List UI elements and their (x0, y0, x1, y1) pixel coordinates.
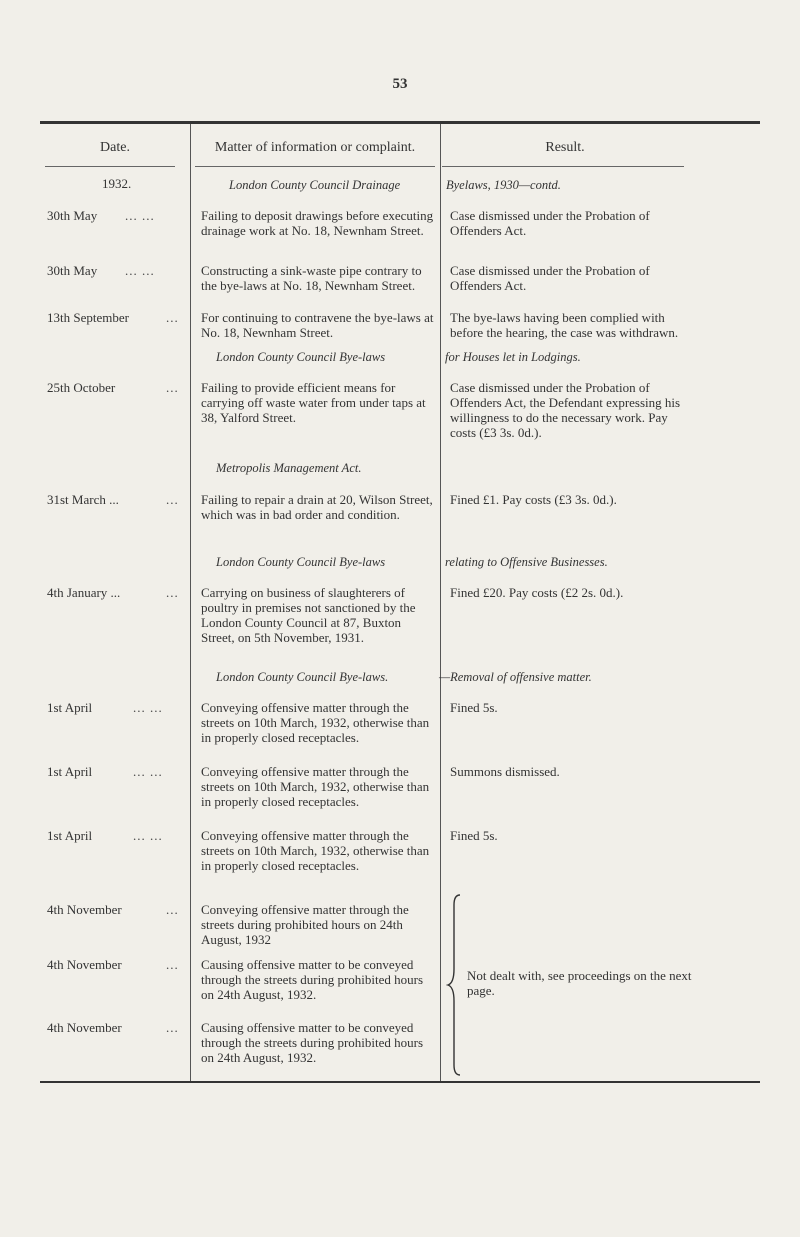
row-matter: Conveying offensive matter through the streets on 10th March, 1932, otherwise than in properly closed receptacles. (201, 828, 430, 873)
row-matter: Failing to deposit drawings before executing drainage work at No. 18, Newnham Street. (201, 208, 434, 238)
row-dots: ... ... (125, 263, 155, 278)
row-matter: Failing to repair a drain at 20, Wilson Street, which was in bad order and condition. (201, 492, 433, 522)
year-label: 1932. (102, 176, 132, 191)
column-divider-right (440, 124, 441, 1081)
row-result: Fined £1. Pay costs (£3 3s. 0d.). (450, 492, 617, 507)
row-dots: ... (166, 310, 179, 325)
row-matter: Conveying offensive matter through the streets on 10th March, 1932, otherwise than in properly closed receptacles. (201, 764, 430, 809)
row-matter: Causing offensive matter to be conveyed through the streets during prohibited hours on 24th August, 1932. (201, 1020, 424, 1065)
row-dots: ... (166, 585, 179, 600)
column-divider-left (190, 124, 191, 1081)
row-result: Summons dismissed. (450, 764, 560, 779)
header-date: Date. (100, 140, 130, 155)
header-matter: Matter of information or complaint. (214, 140, 416, 155)
row-result: Fined 5s. (450, 828, 498, 843)
row-date: 4th November (47, 957, 122, 972)
row-dots: ... (166, 492, 179, 507)
section-heading-left: London County Council Bye-laws. (216, 670, 389, 684)
header-underline-date (45, 166, 175, 167)
header-underline-matter (195, 166, 435, 167)
row-result: Case dismissed under the Probation of Offenders Act. (450, 208, 650, 238)
row-date: 30th May (47, 263, 98, 278)
row-dots: ... ... (133, 828, 163, 843)
row-matter: Conveying offensive matter through the streets during prohibited hours on 24th August, 1932 (201, 902, 409, 947)
row-date: 30th May (47, 208, 98, 223)
row-result: The bye-laws having been complied with before the hearing, the case was withdrawn. (450, 310, 679, 340)
section-heading-right: for Houses let in Lodgings. (445, 350, 581, 364)
top-rule (40, 121, 760, 124)
section-heading-left: London County Council Bye-laws (216, 555, 386, 569)
row-matter: Constructing a sink-waste pipe contrary to the bye-laws at No. 18, Newnham Street. (201, 263, 422, 293)
bottom-rule (40, 1081, 760, 1083)
row-result: Fined 5s. (450, 700, 498, 715)
row-dots: ... (166, 1020, 179, 1035)
header-result: Result. (545, 140, 585, 155)
section-heading-right: relating to Offensive Businesses. (445, 555, 608, 569)
page-number: 53 (392, 76, 408, 92)
section-heading-left: Metropolis Management Act. (216, 461, 362, 475)
section-heading-right: Byelaws, 1930—contd. (446, 178, 561, 192)
row-matter: Failing to provide efficient means for carrying off waste water from under taps at 38, Yalford Street. (201, 380, 426, 425)
section-heading-right: —Removal of offensive matter. (439, 670, 592, 684)
row-result: Case dismissed under the Probation of Offenders Act. (450, 263, 650, 293)
row-date: 1st April (47, 764, 93, 779)
row-date: 1st April (47, 828, 93, 843)
row-dots: ... (166, 957, 179, 972)
row-matter: For continuing to contravene the bye-laws at No. 18, Newnham Street. (201, 310, 434, 340)
row-date: 4th January ... (47, 585, 121, 600)
row-date: 4th November (47, 902, 122, 917)
row-result: Fined £20. Pay costs (£2 2s. 0d.). (450, 585, 624, 600)
row-matter: Carrying on business of slaughterers of poultry in premises not sanctioned by the London County Council at 87, Buxton Street, on 5th November, 1931. (201, 585, 416, 645)
section-heading-left: London County Council Bye-laws (216, 350, 386, 364)
header-underline-result (442, 166, 684, 167)
row-dots: ... ... (125, 208, 155, 223)
row-result: Case dismissed under the Probation of Offenders Act, the Defendant expressing his willingness to do the necessary work. Pay costs (£3 3s. 0d.). (450, 380, 681, 440)
row-date: 31st March ... (47, 492, 119, 507)
row-date: 25th October (47, 380, 116, 395)
row-matter: Causing offensive matter to be conveyed through the streets during prohibited hours on 24th August, 1932. (201, 957, 424, 1002)
row-dots: ... ... (133, 700, 163, 715)
row-dots: ... (166, 902, 179, 917)
row-date: 4th November (47, 1020, 122, 1035)
row-dots: ... (166, 380, 179, 395)
row-matter: Conveying offensive matter through the streets on 10th March, 1932, otherwise than in properly closed receptacles. (201, 700, 430, 745)
row-date: 13th September (47, 310, 129, 325)
grouped-result: Not dealt with, see proceedings on the next page. (467, 968, 692, 998)
section-heading-left: London County Council Drainage (229, 178, 401, 192)
row-dots: ... ... (133, 764, 163, 779)
row-date: 1st April (47, 700, 93, 715)
